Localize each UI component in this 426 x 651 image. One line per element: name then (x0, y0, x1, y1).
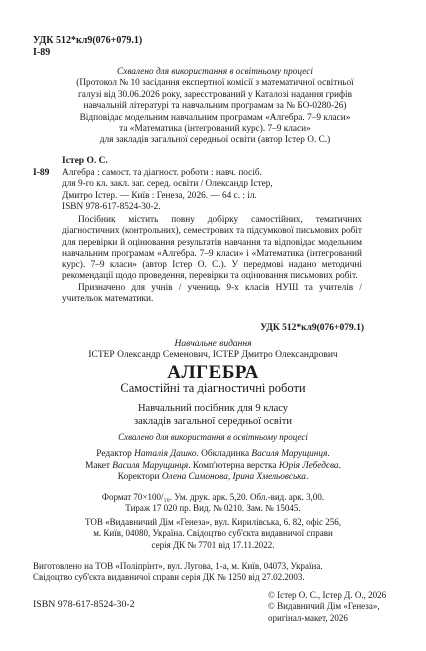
publisher-info (60, 517, 366, 551)
editor-name: Наталія Дашко (134, 449, 197, 459)
biblio-line: Дмитро Істер. — Київ : Генеза, 2026. — 64 с. : іл. (62, 190, 257, 201)
approval-line: галузі від 30.06.2026 року, зареєстрований у Каталозі надання грифів (77, 89, 353, 100)
copyright (268, 590, 386, 624)
print-format (0, 492, 426, 515)
annotation (62, 215, 362, 305)
approval-repeat: Схвалено для використання в освітньому процесі (118, 432, 308, 442)
printer-line: Свідоцтво суб'єкта видавничої справи серія ДК № 1250 від 27.02.2003. (33, 572, 305, 583)
staff-line: Коректори Олена Симонова, Ірина Хмельовська. (117, 472, 309, 483)
biblio-line: для 9-го кл. закл. заг. серед. освіти / Олександр Істер, (62, 179, 273, 190)
approval-line: (Протокол № 10 засідання експертної комісії з математичної освітньої (76, 78, 354, 89)
format-line: Формат 70×100/₁₆. Ум. друк. арк. 5,20. Обл.-вид. арк. 3,00. (101, 492, 325, 502)
proofreaders-names: Олена Симонова, Ірина Хмельовська (161, 472, 306, 483)
copyright-line: © Істер О. С., Істер Д. О., 2026 (268, 590, 387, 600)
cover-name: Василя Марущинця (251, 449, 328, 459)
staff-credits (0, 449, 426, 484)
staff-line: Редактор Наталія Дашко. Обкладинка Василя Марущинця. (96, 449, 330, 459)
typesetting-label: Комп'ютерна верстка (192, 460, 277, 471)
annotation-paragraph: Призначено для учнів / учениць 9-х класів НУШ та учителів / учительок математики. (62, 282, 362, 305)
staff-line: Макет Василя Марущинця. Комп'ютерна верстка Юрія Лебедєва. (85, 460, 341, 471)
editor-label: Редактор (96, 449, 132, 459)
purpose (0, 402, 426, 428)
copyright-line: © Видавничий Дім «Генеза», (268, 601, 380, 612)
purpose-line: Навчальний посібник для 9 класу (137, 403, 289, 414)
approval-line: Відповідає модельним навчальним програмам «Алгебра. 7–9 класи» (79, 112, 351, 123)
approval-line: навчальній літературі та навчальним програмам за № БО-0280-26) (83, 101, 347, 112)
typesetting-name: Юрія Лебедєва (278, 460, 339, 471)
bibliographic-code: І-89 (33, 168, 50, 178)
subtitle: Самостійні та діагностичні роботи (120, 381, 306, 395)
biblio-line: ISBN 978-617-8524-30-2. (62, 201, 161, 212)
edition-type: Навчальне видання (174, 339, 252, 349)
approval-line: для закладів загальної середньої освіти (автор Істер О. С.) (99, 135, 331, 146)
publisher-line: серія ДК № 7701 від 17.11.2022. (151, 539, 275, 550)
author-code: І-89 (33, 47, 51, 58)
main-title: АЛГЕБРА (167, 362, 259, 383)
printer-line: Виготовлено на ТОВ «Поліпрінт», вул. Лугова, 1-а, м. Київ, 04073, Україна. (33, 561, 323, 571)
annotation-paragraph: Посібник містить повну добірку самостійних, тематичних діагностичних (контрольних), семестрових та підсумкової письмових робіт для перевірки й оцінювання результатів навчання та відповідає модельним навчальним програмам «Алгебра. 7–9 класи» і «Математика (інтегрований курс). 7–9 класи» (автор Істер О. С.). У передмові надано методичні рекомендації щодо проведення, перевірки та оцінювання письмових робіт. (62, 215, 362, 282)
layout-label: Макет (85, 460, 110, 471)
bibliographic-author: Істер О. С. (62, 156, 108, 166)
approval-title: Схвалено для використання в освітньому процесі (117, 67, 313, 77)
copyright-line: оригінал-макет, 2026 (268, 612, 348, 623)
publisher-line: м. Київ, 04080, Україна. Свідоцтво суб'єкта видавничої справи (93, 528, 333, 539)
authors-full: ІСТЕР Олександр Семенович, ІСТЕР Дмитро Олександрович (88, 350, 338, 360)
bibliographic-description (62, 168, 362, 213)
approval-block (30, 67, 400, 147)
isbn: ISBN 978-617-8524-30-2 (33, 599, 135, 610)
cover-label: Обкладинка (201, 449, 250, 459)
publisher-line: ТОВ «Видавничий Дім «Генеза», вул. Кирилівська, 6. 82, офіс 256, (85, 517, 341, 527)
approval-line: та «Математика (інтегрований курс). 7–9 класи» (119, 124, 311, 135)
layout-name: Василя Марущинця (112, 460, 189, 471)
udk-code-repeat: УДК 512*кл9(076+079.1) (260, 323, 364, 333)
format-line: Тираж 17 020 пр. Вид. № 0210. Зам. № 15045. (125, 503, 301, 514)
biblio-line: Алгебра : самост. та діагност. роботи : навч. посіб. (62, 168, 262, 178)
printer-info (33, 561, 403, 584)
udk-code: УДК 512*кл9(076+079.1) (33, 35, 143, 46)
proofreaders-label: Коректори (117, 472, 160, 483)
purpose-line: закладів загальної середньої освіти (134, 416, 292, 427)
